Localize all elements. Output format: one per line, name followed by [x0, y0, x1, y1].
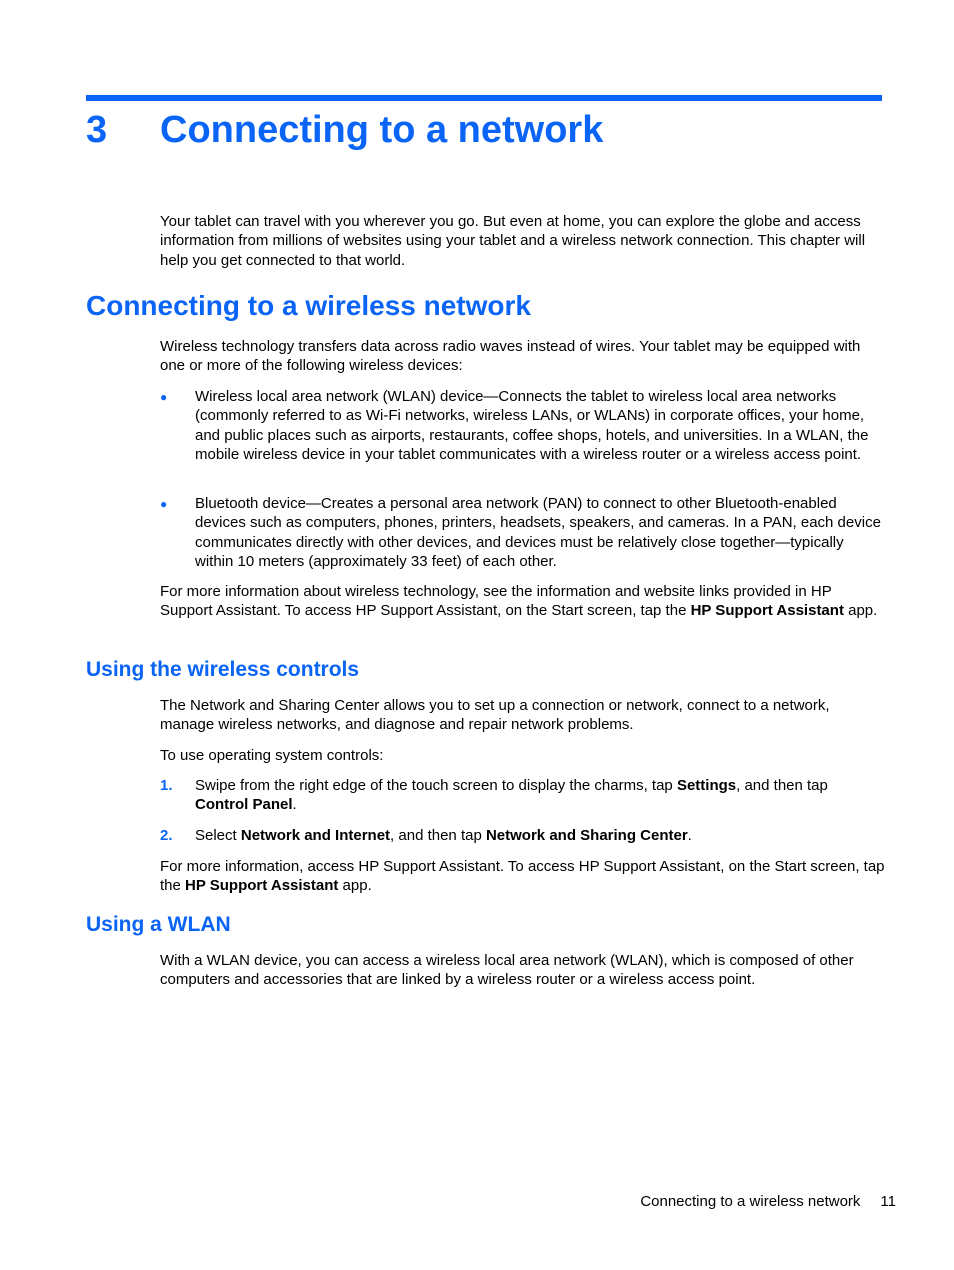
- wireless-more-info-paragraph: [160, 582, 885, 621]
- list-item-text: Wireless local area network (WLAN) device—Connects the tablet to wireless local area networks (commonly referred to as Wi-Fi networks, wireless LANs, or WLANs) in corporate offices, your home, and public places such as airports, restaurants, coffee shops, hotels, and universities. In a WLAN, the mobile wireless device in your tablet communicates with a wireless router or a wireless access point.: [195, 388, 869, 463]
- footer-section-title: Connecting to a wireless network: [640, 1193, 861, 1210]
- more-info-text-end: app.: [338, 877, 372, 895]
- step-text-part: Swipe from the right edge of the touch screen to display the charms, tap: [195, 777, 677, 794]
- step-item-2: [160, 826, 885, 845]
- step-bold-settings: Settings: [676, 777, 737, 794]
- section-heading-wireless: Connecting to a wireless network: [86, 290, 531, 321]
- step-text-part: , and then tap: [736, 777, 828, 794]
- step-bold-control-panel: Control Panel: [195, 796, 293, 814]
- section-heading-wlan: Using a WLAN: [86, 913, 231, 936]
- wireless-intro-paragraph: Wireless technology transfers data across radio waves instead of wires. Your tablet may be equipped with one or more of the following wireless devices:: [160, 338, 861, 375]
- more-info-app-name: HP Support Assistant: [185, 877, 339, 895]
- controls-more-info-paragraph: [160, 857, 885, 896]
- step-text-part: Select: [195, 827, 241, 844]
- step-text: [195, 776, 885, 815]
- chapter-number: 3: [86, 109, 108, 151]
- controls-intro-paragraph: The Network and Sharing Center allows you to set up a connection or network, connect to a network, manage wireless networks, and diagnose and repair network problems.: [160, 697, 830, 734]
- step-bold-network-internet: Network and Internet: [240, 827, 391, 844]
- more-info-text: For more information, access HP Support Assistant. To access HP Support Assistant, on the Start screen, tap the: [160, 858, 885, 895]
- step-text-part: .: [292, 796, 297, 814]
- step-number: 1.: [160, 777, 173, 794]
- step-number: 2.: [160, 827, 173, 844]
- more-info-app-name: HP Support Assistant: [690, 602, 844, 620]
- list-item: [160, 387, 885, 464]
- page-number: 11: [880, 1193, 896, 1210]
- bullet-icon: ●: [160, 390, 168, 404]
- wlan-paragraph: With a WLAN device, you can access a wireless local area network (WLAN), which is composed of other computers and accessories that are linked by a wireless router or a wireless access point.: [160, 952, 854, 989]
- step-text: [195, 826, 885, 845]
- list-item-text: Bluetooth device—Creates a personal area network (PAN) to connect to other Bluetooth-enabled devices such as computers, phones, printers, headsets, speakers, and cameras. In a PAN, each device communicates directly with other devices, and devices must be relatively close together—typically within 10 meters (approximately 33 feet) of each other.: [195, 495, 881, 570]
- bullet-icon: ●: [160, 497, 168, 511]
- chapter-title: Connecting to a network: [160, 109, 604, 151]
- step-text-part: .: [687, 827, 692, 844]
- step-item-1: [160, 776, 885, 815]
- page-footer: [640, 1192, 896, 1211]
- chapter-rule: [86, 95, 882, 101]
- controls-lead-paragraph: To use operating system controls:: [160, 747, 384, 764]
- step-bold-sharing-center: Network and Sharing Center: [485, 827, 688, 844]
- intro-paragraph: Your tablet can travel with you wherever you go. But even at home, you can explore the globe and access information from millions of websites using your tablet and a wireless network connection. This chapter will help you get connected to that world.: [160, 213, 866, 269]
- step-text-part: , and then tap: [390, 827, 486, 844]
- more-info-text: For more information about wireless technology, see the information and website links provided in HP Support Assistant. To access HP Support Assistant, on the Start screen, tap the: [160, 583, 832, 620]
- more-info-text-end: app.: [843, 602, 878, 620]
- section-heading-controls: Using the wireless controls: [86, 658, 360, 681]
- list-item: [160, 494, 885, 571]
